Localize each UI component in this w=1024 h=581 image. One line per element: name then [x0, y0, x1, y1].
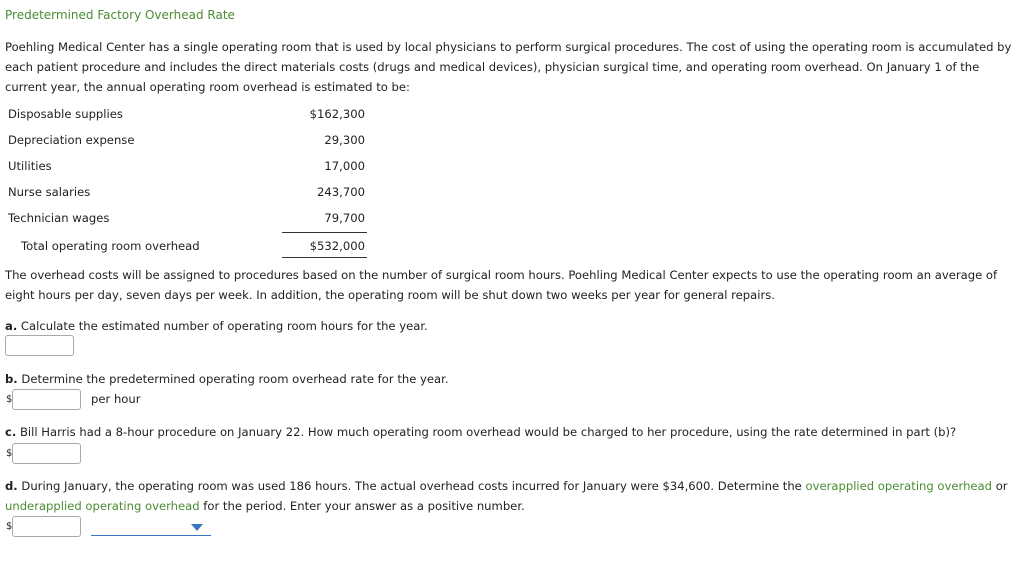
over-under-dropdown[interactable] [91, 517, 211, 536]
allocation-text: The overhead costs will be assigned to procedures based on the number of surgical room hours. Poehling Medical Center expects to use the operating room an average of eight hours per day, seven days per week. In addition, the operating room will be shut down two weeks per year for general repairs. [5, 268, 998, 302]
question-c [5, 422, 1021, 442]
cost-row [5, 208, 367, 234]
underapplied-link[interactable]: underapplied operating overhead [5, 499, 200, 513]
cost-label: Nurse salaries [8, 185, 91, 199]
total-underline [282, 257, 367, 258]
cost-value: $162,300 [309, 107, 365, 121]
question-text: for the period. Enter your answer as a positive number. [199, 499, 525, 513]
overhead-cost-table [5, 104, 367, 262]
total-value: $532,000 [309, 239, 365, 253]
dollar-sign: $ [6, 521, 13, 532]
dollar-sign: $ [6, 394, 13, 405]
cost-value: 243,700 [317, 185, 365, 199]
problem-intro: Poehling Medical Center has a single operating room that is used by local physicians to perform surgical procedures. The cost of using the operating room is accumulated by each patient procedure and includes the direct materials costs (drugs and medical devices), physician surgical time, and operating room overhead. On January 1 of the current year, the annual operating room overhead is estimated to be: [5, 40, 1012, 94]
question-letter: b. [5, 372, 18, 386]
page-title: Predetermined Factory Overhead Rate [5, 8, 235, 22]
cost-label: Utilities [8, 159, 52, 173]
cost-label: Depreciation expense [8, 133, 135, 147]
question-text: During January, the operating room was used 186 hours. The actual overhead costs incurred for January were $34,600. Determine the [21, 479, 806, 493]
cost-row [5, 156, 367, 182]
cost-value: 17,000 [324, 159, 365, 173]
question-letter: d. [5, 479, 18, 493]
cost-value: 29,300 [324, 133, 365, 147]
cost-row [5, 130, 367, 156]
question-a [5, 316, 1021, 336]
cost-row [5, 182, 367, 208]
chevron-down-icon[interactable] [191, 524, 203, 531]
question-b [5, 369, 1021, 389]
cost-value: 79,700 [324, 211, 365, 225]
answer-c-input[interactable] [12, 443, 81, 464]
question-letter: c. [5, 425, 17, 439]
cost-label: Technician wages [8, 211, 110, 225]
cost-row [5, 104, 367, 130]
question-text: or [992, 479, 1008, 493]
answer-a-input[interactable] [5, 335, 74, 356]
question-letter: a. [5, 319, 18, 333]
question-text: Bill Harris had a 8-hour procedure on January 22. How much operating room overhead would be charged to her procedure, using the rate determined in part (b)? [19, 425, 957, 439]
question-text: Determine the predetermined operating room overhead rate for the year. [21, 372, 449, 386]
question-text: Calculate the estimated number of operating room hours for the year. [20, 319, 428, 333]
cost-label: Disposable supplies [8, 107, 123, 121]
question-d [5, 476, 1021, 516]
answer-b-input[interactable] [12, 389, 81, 410]
overapplied-link[interactable]: overapplied operating overhead [805, 479, 993, 493]
per-hour-label: per hour [91, 392, 141, 406]
total-label: Total operating room overhead [21, 239, 200, 253]
dollar-sign: $ [6, 448, 13, 459]
subtotal-divider [282, 232, 367, 233]
total-row [5, 236, 367, 262]
answer-d-input[interactable] [12, 516, 81, 537]
